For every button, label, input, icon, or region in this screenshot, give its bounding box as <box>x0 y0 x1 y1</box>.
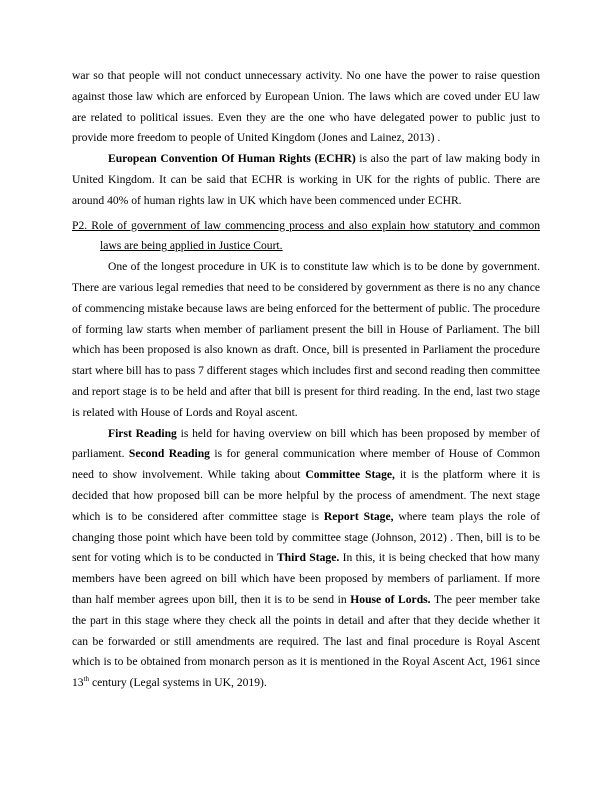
paragraph-echr <box>72 149 540 211</box>
stages-text-5: In this, it is being checked that how many members have been agreed on bill which have been proposed by members of parliament. If more than half member agrees upon bill, then it is to be send in <box>72 551 540 606</box>
term-committee-stage: Committee Stage, <box>305 468 395 482</box>
term-house-of-lords: House of Lords. <box>350 592 431 606</box>
stages-text-1: is held for having overview on bill which has been proposed by member of parliament. <box>72 426 540 461</box>
stages-text-6: The peer member take the part in this stage where they check all the points in detail and after that they decide whether it can be forwarded or still amendments are required. The last and final procedure is Royal Ascent which is to be obtained from monarch person as it is mentioned in the Royal Ascent Act, 1961 since 13 <box>72 592 541 690</box>
term-first-reading: First Reading <box>108 426 177 440</box>
term-report-stage: Report Stage, <box>323 509 394 523</box>
stages-text-4: where team plays the role of changing those point which have been told by committee stage (Johnson, 2012) . Then, bill is to be sent for voting which is to be conducted in <box>72 509 540 565</box>
stages-text-7: century (Legal systems in UK, 2019). <box>89 676 267 690</box>
echr-text: is also the part of law making body in United Kingdom. It can be said that ECHR is working in UK for the rights of public. There are around 40% of human rights law in UK which have been commenced under ECHR. <box>72 152 540 207</box>
stages-text-2: is for general communication where member of House of Common need to show involvement. While taking about <box>72 447 540 482</box>
echr-term: European Convention Of Human Rights (ECHR) <box>108 152 356 166</box>
document-page <box>72 66 540 694</box>
paragraph-law-procedure: One of the longest procedure in UK is to constitute law which is to be done by government. There are various legal remedies that need to be considered by government as there is no any chance of commencing mistake because laws are being enforced for the betterment of public. The procedure of forming law starts when member of parliament present the bill in House of Parliament. The bill which has been proposed is also known as draft. Once, bill is presented in Parliament the procedure start where bill has to pass 7 different stages which includes first and second reading then committee and report stage is to be held and after that bill is present for third reading. In the end, last two stage is related with House of Lords and Royal ascent. <box>72 260 540 419</box>
term-third-stage: Third Stage. <box>276 551 340 565</box>
stages-text-3: it is the platform where it is decided that how proposed bill can be more helpful by the process of amendment. The next stage which is to be considered after committee stage is <box>72 468 540 523</box>
section-heading-p2: P2. Role of government of law commencing process and also explain how statutory and common laws are being applied in Justice Court. <box>72 218 540 253</box>
term-second-reading: Second Reading <box>128 447 210 461</box>
paragraph-eu-law: war so that people will not conduct unnecessary activity. No one have the power to raise question against those law which are enforced by European Union. The laws which are coved under EU law are related to political issues. Even they are the one who have delegated power to public just to provide more freedom to people of United Kingdom (Jones and Lainez, 2013) . <box>72 69 540 145</box>
paragraph-stages <box>72 424 540 694</box>
superscript-th: th <box>83 675 90 684</box>
